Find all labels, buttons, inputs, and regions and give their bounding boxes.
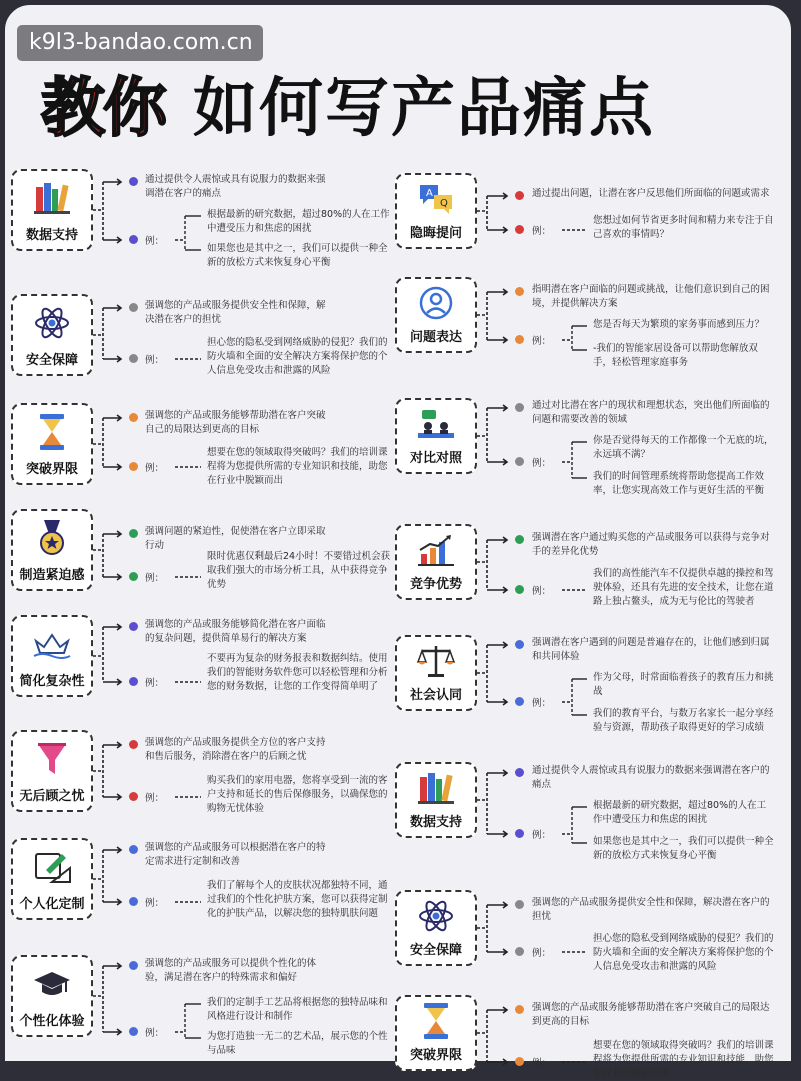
example-label: 例： [532,226,552,237]
example-label: 例： [532,336,552,347]
example-label: 例： [145,1028,165,1039]
example-text: -我们的智能家居设备可以帮助您解放双手，轻松管理家庭事务 [593,343,758,368]
example-label: 例： [145,236,165,247]
title-black: 如何写产品痛点 [193,72,655,146]
category-label: 社会认同 [409,688,462,703]
example-label: 例： [532,830,552,841]
pain-point-description: 强调您的产品或服务可以根据潜在客户的特定需求进行定制和改善 [145,842,326,867]
example-label: 例： [532,1058,552,1069]
svg-text:Q: Q [440,197,448,209]
svg-text:A: A [426,187,433,199]
category-label: 问题表达 [409,330,462,345]
connector-lines [5,5,801,1071]
example-text: 我们的定制手工艺品将根据您的独特品味和风格进行设计和制作 [207,997,388,1022]
pain-point-description: 强调您的产品或服务提供全方位的客户支持和售后服务，消除潜在客户的后顾之忧 [145,737,326,762]
example-label: 例： [145,355,165,366]
example-label: 例： [145,793,165,804]
example-text: 我们的高性能汽车不仅提供卓越的操控和驾驶体验，还具有先进的安全技术，让您在道路上独占鳌头，成为无与伦比的驾驶者 [593,568,774,607]
bullet-dot [515,1005,524,1014]
example-label: 例： [532,586,552,597]
pain-point-description: 强调您的产品或服务提供安全性和保障，解决潜在客户的担忧 [532,897,770,922]
pain-point-description: 强调潜在客户遇到的问题是普遍存在的，让他们感到归属和共同体验 [532,637,770,662]
category-label: 突破界限 [409,1048,462,1063]
pain-point-description: 通过提出问题，让潜在客户反思他们所面临的问题或需求 [532,188,770,199]
example-label: 例： [145,463,165,474]
pain-point-description: 强调您的产品或服务能够简化潜在客户面临的复杂问题，提供简单易行的解决方案 [145,619,326,644]
title-red: 教你 [41,72,165,146]
example-text: 担心您的隐私受到网络威胁的侵犯？我们的防火墙和全面的安全解决方案将保护您的个人信息免受攻击和泄露的风险 [207,337,388,376]
example-text: 如果您也是其中之一，我们可以提供一种全新的放松方式来恢复身心平衡 [593,836,774,861]
example-text: 您是否每天为繁琐的家务事而感到压力？ [593,319,765,330]
category-label: 安全保障 [409,943,462,958]
example-label: 例： [145,898,165,909]
category-label: 制造紧迫感 [19,568,85,583]
example-label: 例： [145,573,165,584]
category-label: 简化复杂性 [19,674,85,689]
example-text: 限时优惠仅剩最后24小时！不要错过机会获取我们强大的市场分析工具，从中获得竞争优势 [207,551,391,590]
example-text: 想要在您的领域取得突破吗？我们的培训课程将为您提供所需的专业知识和技能，助您在行业中脱颖而出 [207,447,388,486]
example-label: 例： [532,948,552,959]
example-text: 不要再为复杂的财务报表和数据纠结。使用我们的智能财务软件您可以轻松管理和分析您的财务数据，让您的工作变得简单明了 [207,653,388,692]
pain-point-description: 强调潜在客户通过购买您的产品或服务可以获得与竞争对手的差异化优势 [532,532,770,557]
category-label: 数据支持 [25,228,78,243]
category-label: 个人化定制 [19,897,85,912]
category-label: 安全保障 [25,353,78,368]
pain-point-description: 通过提供令人震惊或具有说服力的数据来强调潜在客户的痛点 [532,765,770,790]
example-label: 例： [532,698,552,709]
category-label: 个性化体验 [19,1014,85,1029]
category-label: 无后顾之忧 [19,789,85,804]
example-text: 为您打造独一无二的艺术品，展示您的个性与品味 [207,1031,388,1056]
category-label: 数据支持 [409,815,462,830]
example-label: 例： [532,458,552,469]
category-label: 突破界限 [25,462,78,477]
pain-point-description: 通过提供令人震惊或具有说服力的数据来强调潜在客户的痛点 [145,174,326,199]
example-text: 我们的教育平台，与数万名家长一起分享经验与资源，帮助孩子取得更好的学习成绩 [593,708,774,733]
category-label: 对比对照 [409,451,462,466]
example-text: 作为父母，时常面临着孩子的教育压力和挑战 [593,672,774,697]
example-text: 如果您也是其中之一，我们可以提供一种全新的放松方式来恢复身心平衡 [207,243,388,268]
example-label: 例： [145,678,165,689]
pain-point-description: 强调您的产品或服务提供安全性和保障，解决潜在客户的担忧 [145,300,326,325]
example-text: 您想过如何节省更多时间和精力来专注于自己喜欢的事情吗？ [593,215,774,240]
category-label: 隐晦提问 [409,226,462,241]
example-text: 根据最新的研究数据，超过80%的人在工作中遭受压力和焦虑的困扰 [207,209,390,234]
category-label: 竞争优势 [409,577,462,592]
example-text: 购买我们的家用电器，您将享受到一流的客户支持和延长的售后保修服务，以确保您的购物无忧体验 [207,775,388,814]
example-text: 你是否觉得每天的工作都像一个无底的坑，永远填不满？ [593,435,774,460]
pain-point-description: 强调问题的紧迫性，促使潜在客户立即采取行动 [145,526,326,551]
example-text: 我们的时间管理系统将帮助您提高工作效率，让您实现高效工作与更好生活的平衡 [593,471,765,496]
pain-point-description: 通过对比潜在客户的现状和理想状态，突出他们所面临的问题和需要改善的领域 [532,400,770,425]
pain-point-description: 强调您的产品或服务能够帮助潜在客户突破自己的局限达到更高的目标 [532,1002,770,1027]
pain-point-description: 强调您的产品或服务可以提供个性化的体验，满足潜在客户的特殊需求和偏好 [145,958,317,983]
pain-point-description: 强调您的产品或服务能够帮助潜在客户突破自己的局限达到更高的目标 [145,410,326,435]
pain-point-description: 指明潜在客户面临的问题或挑战，让他们意识到自己的困境，并提供解决方案 [532,284,770,309]
example-text: 想要在您的领域取得突破吗？我们的培训课程将为您提供所需的专业知识和技能，助您在行业中脱颖而出 [593,1040,774,1079]
example-text: 我们了解每个人的皮肤状况都独特不同，通过我们的个性化护肤方案，您可以获得定制化的护肤产品，以解决您的独特肌肤问题 [207,880,388,919]
example-text: 担心您的隐私受到网络威胁的侵犯？我们的防火墙和全面的安全解决方案将保护您的个人信息免受攻击和泄露的风险 [593,933,774,972]
bullet-dot [515,1057,524,1066]
watermark: k9l3-bandao.com.cn [17,25,263,61]
example-text: 根据最新的研究数据，超过80%的人在工作中遭受压力和焦虑的困扰 [593,800,767,825]
